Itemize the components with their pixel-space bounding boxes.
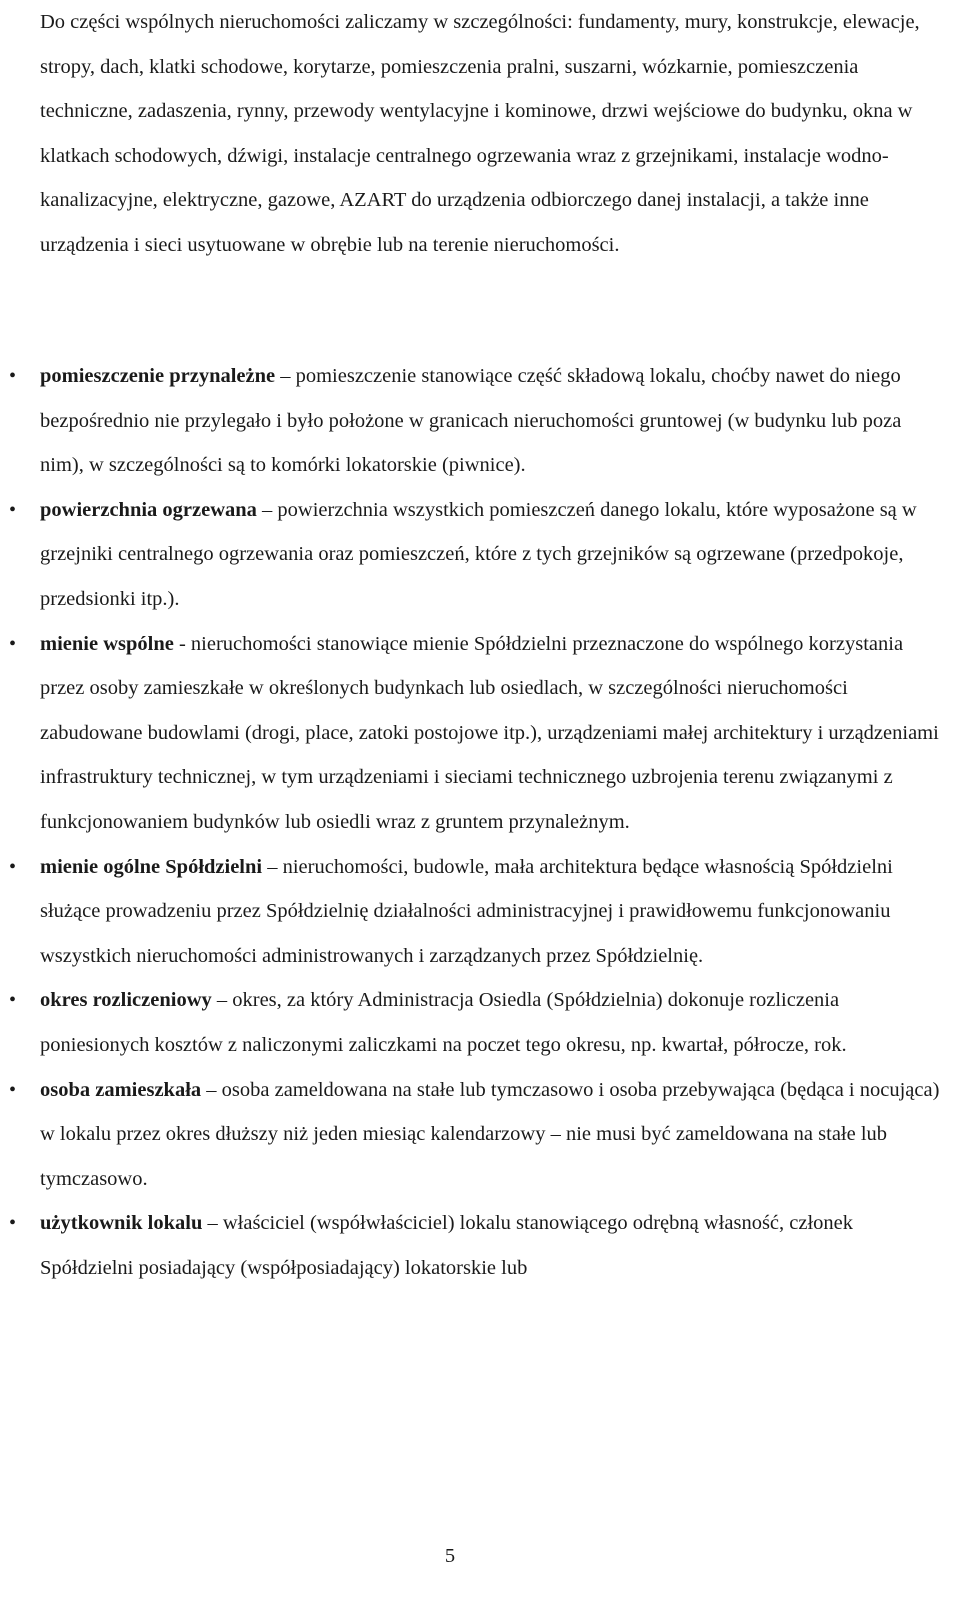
bullet-icon: • <box>9 365 17 387</box>
bullet-icon: • <box>9 1212 17 1235</box>
definition-term: pomieszczenie przynależne <box>40 365 276 387</box>
definition-text: – nieruchomości, budowle, mała architektura będące własnością Spółdzielni służące prowadzeniu przez Spółdzielnię działalności administracyjnej i prawidłowemu funkcjonowaniu wszystkich nieruchomości administrowanych i zarządzanych przez Spółdzielnię. <box>40 855 893 967</box>
definition-term: mienie ogólne Spółdzielni <box>40 855 263 878</box>
definition-item <box>0 1068 940 1202</box>
definition-text: - nieruchomości stanowiące mienie Spółdzielni przeznaczone do wspólnego korzystania przez osoby zamieszkałe w określonych budynkach lub osiedlach, w szczególności nieruchomości zabudowane budowlami (drogi, place, zatoki postojowe itp.), urządzeniami małej architektury i urządzeniami infrastruktury technicznej, w tym urządzeniami i sieciami technicznego uzbrojenia terenu związanymi z funkcjonowaniem budynków lub osiedli wraz z gruntem przynależnym. <box>40 632 939 833</box>
definitions-list <box>0 354 960 1290</box>
definition-text: – okres, za który Administracja Osiedla (Spółdzielnia) dokonuje rozliczenia poniesionych kosztów z naliczonymi zaliczkami na poczet tego okresu, np. kwartał, półrocze, rok. <box>40 989 847 1056</box>
definition-item <box>0 845 940 979</box>
definition-term: mienie wspólne <box>40 632 174 655</box>
definition-item <box>0 1201 940 1290</box>
bullet-icon: • <box>9 855 17 878</box>
definition-item <box>0 978 940 1067</box>
definition-term: użytkownik lokalu <box>40 1212 203 1235</box>
definition-item <box>0 622 940 845</box>
definition-term: powierzchnia ogrzewana <box>40 498 257 521</box>
bullet-icon: • <box>9 1078 17 1101</box>
bullet-icon: • <box>9 632 17 655</box>
definition-text: – osoba zameldowana na stałe lub tymczasowo i osoba przebywająca (będąca i nocująca) w lokalu przez okres dłuższy niż jeden miesiąc kalendarzowy – nie musi być zameldowana na stałe lub tymczasowo. <box>40 1078 940 1190</box>
definition-item <box>0 354 940 488</box>
definition-item <box>0 488 940 622</box>
definition-text: – pomieszczenie stanowiące część składową lokalu, choćby nawet do niego bezpośrednio nie przylegało i było położone w granicach nieruchomości gruntowej (w budynku lub poza nim), w szczególności są to komórki lokatorskie (piwnice). <box>40 365 902 477</box>
bullet-icon: • <box>9 989 17 1012</box>
definition-term: osoba zamieszkała <box>40 1078 202 1101</box>
definition-text: – właściciel (współwłaściciel) lokalu stanowiącego odrębną własność, członek Spółdzielni posiadający (współposiadający) lokatorskie lub <box>40 1212 854 1279</box>
intro-paragraph: Do części wspólnych nieruchomości zaliczamy w szczególności: fundamenty, mury, konstrukcje, elewacje, stropy, dach, klatki schodowe, korytarze, pomieszczenia pralni, suszarni, wózkarnie, pomieszczenia techniczne, zadaszenia, rynny, przewody wentylacyjne i kominowe, drzwi wejściowe do budynku, okna w klatkach schodowych, dźwigi, instalacje centralnego ogrzewania wraz z grzejnikami, instalacje wodno-kanalizacyjne, elektryczne, gazowe, AZART do urządzenia odbiorczego danej instalacji, a także inne urządzenia i sieci usytuowane w obrębie lub na terenie nieruchomości. <box>40 11 920 256</box>
definition-term: okres rozliczeniowy <box>40 989 212 1012</box>
definition-text: – powierzchnia wszystkich pomieszczeń danego lokalu, które wyposażone są w grzejniki centralnego ogrzewania oraz pomieszczeń, które z tych grzejników są ogrzewane (przedpokoje, przedsionki itp.). <box>40 498 917 610</box>
page-number: 5 <box>444 1545 456 1567</box>
bullet-icon: • <box>9 498 17 521</box>
